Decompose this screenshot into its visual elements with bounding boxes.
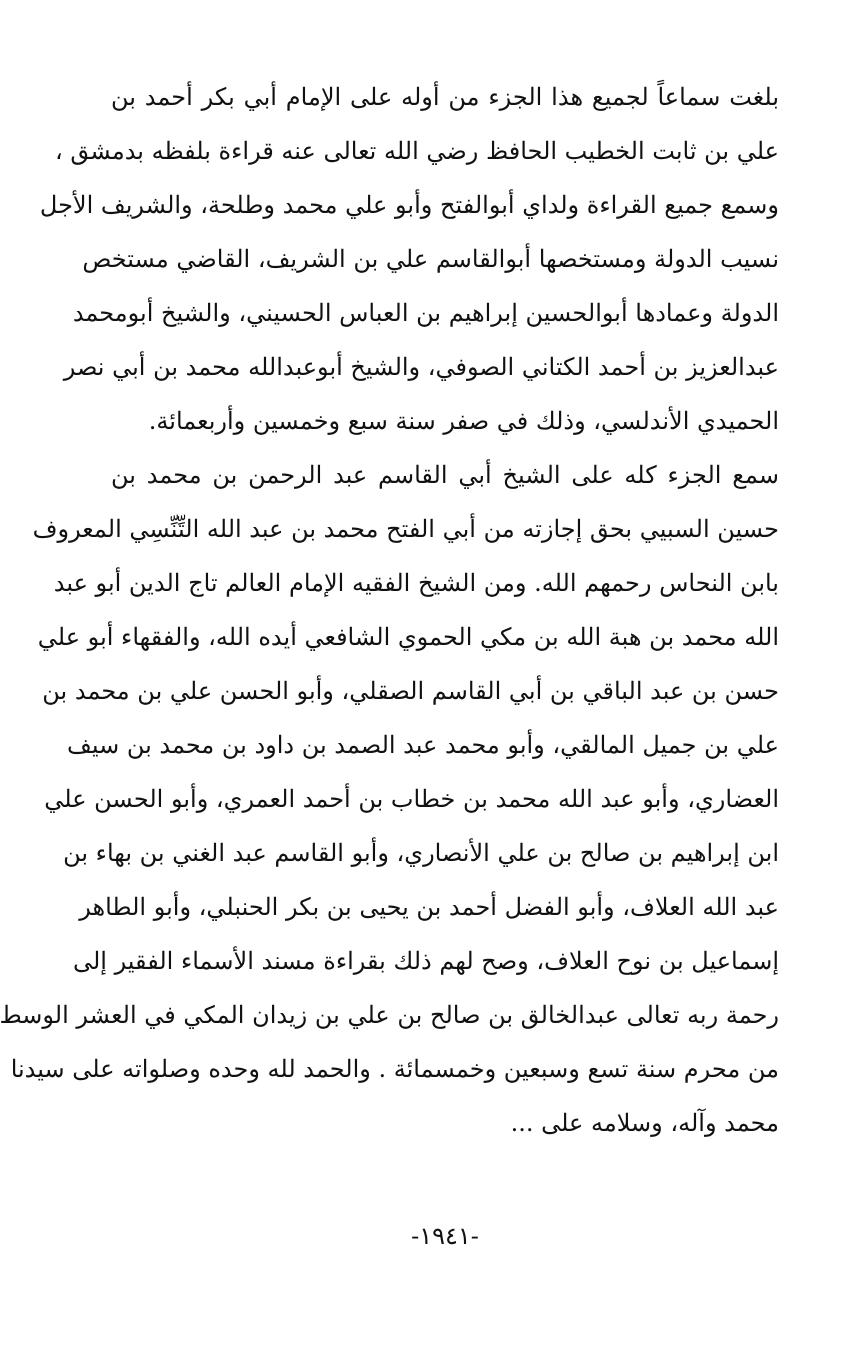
paragraph-2 (0, 448, 779, 1150)
text-line: إسماعيل بن نوح العلاف، وصح لهم ذلك بقراءة مسند الأسماء الفقير إلى (72, 947, 779, 975)
text-line: رحمة ربه تعالى عبدالخالق بن صالح بن علي بن زيدان المكي في العشر الوسط (0, 1001, 779, 1029)
text-line: عبد الله العلاف، وأبو الفضل أحمد بن يحيى بن بكر الحنبلي، وأبو الطاهر (79, 893, 779, 921)
text-line: بلغت سماعاً لجميع هذا الجزء من أوله على الإمام أبي بكر أحمد بن (111, 83, 779, 111)
text-line: ابن إبراهيم بن صالح بن علي الأنصاري، وأبو القاسم عبد الغني بن بهاء بن (63, 839, 779, 867)
text-line: محمد وآله، وسلامه على ... (510, 1109, 779, 1137)
text-line: نسيب الدولة ومستخصها أبوالقاسم علي بن الشريف، القاضي مستخص (82, 245, 779, 273)
text-line: بابن النحاس رحمهم الله. ومن الشيخ الفقيه الإمام العالم تاج الدين أبو عبد (53, 569, 779, 597)
text-line: علي بن جميل المالقي، وأبو محمد عبد الصمد بن داود بن محمد بن سيف (67, 731, 779, 759)
text-line: حسن بن عبد الباقي بن أبي القاسم الصقلي، وأبو الحسن علي بن محمد بن (42, 677, 779, 705)
paragraph-1 (39, 70, 779, 448)
text-line: علي بن ثابت الخطيب الحافظ رضي الله تعالى عنه قراءة بلفظه بدمشق ، (55, 137, 779, 165)
page-number: -١٩٤١- (411, 1222, 479, 1250)
text-line: الله محمد بن هبة الله بن مكي الحموي الشافعي أيده الله، والفقهاء أبو علي (37, 623, 779, 651)
text-line: حسين السبيي بحق إجازته من أبي الفتح محمد بن عبد الله التِّنِّسِي المعروف (32, 515, 779, 543)
text-line: الدولة وعمادها أبوالحسين إبراهيم بن العباس الحسيني، والشيخ أبومحمد (72, 299, 779, 327)
text-line: عبدالعزيز بن أحمد الكتاني الصوفي، والشيخ أبوعبدالله محمد بن أبي نصر (63, 353, 779, 381)
body-text (0, 70, 779, 1150)
text-line: وسمع جميع القراءة ولداي أبوالفتح وأبو علي محمد وطلحة، والشريف الأجل (39, 191, 779, 219)
text-line: الحميدي الأندلسي، وذلك في صفر سنة سبع وخمسين وأربعمائة. (148, 407, 779, 435)
text-line: من محرم سنة تسع وسبعين وخمسمائة . والحمد لله وحده وصلواته على سيدنا (10, 1055, 779, 1083)
text-line: سمع الجزء كله على الشيخ أبي القاسم عبد الرحمن بن محمد بن (111, 461, 779, 489)
text-line: العضاري، وأبو عبد الله محمد بن خطاب بن أحمد العمري، وأبو الحسن علي (44, 785, 779, 813)
